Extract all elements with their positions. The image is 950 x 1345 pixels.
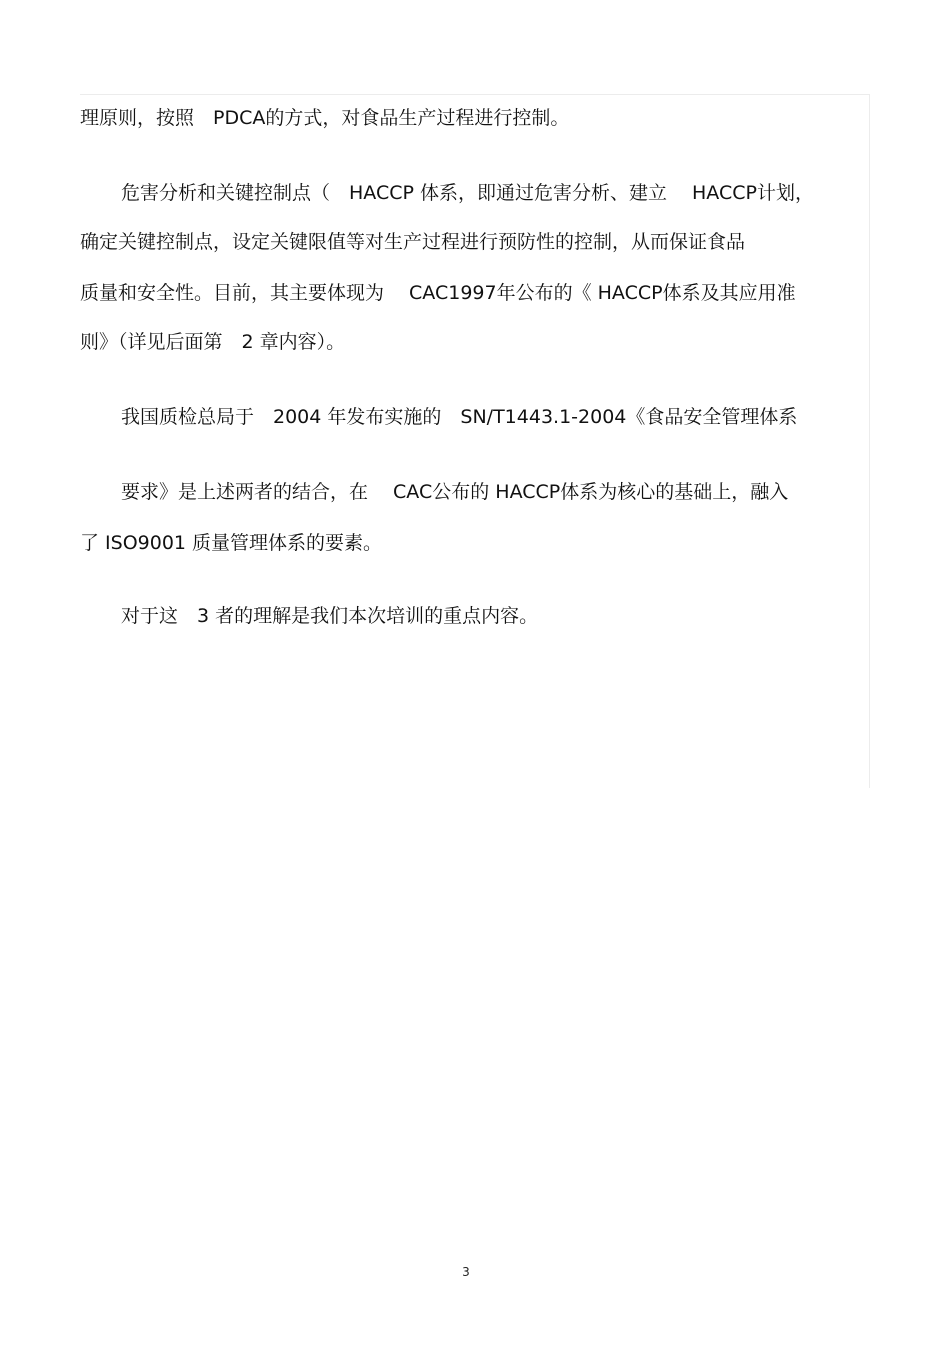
paragraph-line-5: 则》（详见后面第 2 章内容）。 (80, 331, 346, 353)
paragraph-line-2: 危害分析和关键控制点（ HACCP 体系，即通过危害分析、建立 HACCP计划， (121, 182, 814, 204)
page-number: 3 (462, 1265, 470, 1279)
page-frame-right-border (869, 94, 870, 788)
paragraph-line-4: 质量和安全性。目前，其主要体现为 CAC1997年公布的《 HACCP体系及其应用准 (80, 282, 796, 304)
paragraph-line-6: 我国质检总局于 2004 年发布实施的 SN/T1443.1-2004《食品安全管理体系 (121, 406, 798, 428)
paragraph-line-8: 了 ISO9001 质量管理体系的要素。 (80, 532, 383, 554)
paragraph-line-1: 理原则，按照 PDCA的方式，对食品生产过程进行控制。 (80, 107, 570, 129)
paragraph-line-9: 对于这 3 者的理解是我们本次培训的重点内容。 (121, 605, 539, 627)
paragraph-line-3: 确定关键控制点，设定关键限值等对生产过程进行预防性的控制，从而保证食品 (80, 231, 746, 253)
page-frame-top-border (80, 94, 870, 95)
paragraph-line-7: 要求》是上述两者的结合，在 CAC公布的 HACCP体系为核心的基础上，融入 (121, 481, 789, 503)
